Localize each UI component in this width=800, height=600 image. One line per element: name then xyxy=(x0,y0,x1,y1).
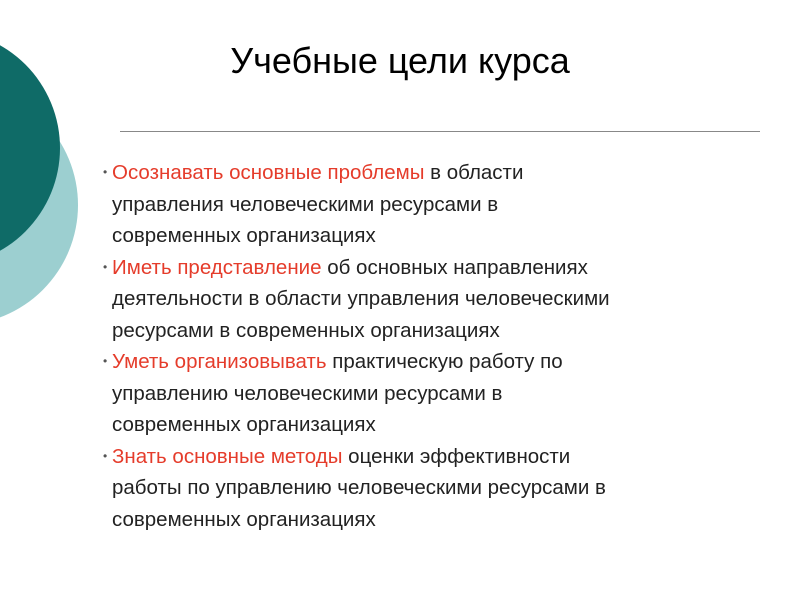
item-highlight: Иметь представление xyxy=(112,255,322,279)
slide-title xyxy=(0,40,800,82)
slide-title-text: Учебные цели курса xyxy=(230,40,570,81)
item-text: практическую работу по xyxy=(332,350,563,373)
item-text: управления человеческими ресурсами в xyxy=(112,192,499,216)
list-item xyxy=(103,157,783,252)
list-item xyxy=(103,346,783,441)
item-text: работы по управлению человеческими ресурсами в xyxy=(112,476,606,499)
list-item xyxy=(103,441,783,536)
item-text: современных организациях xyxy=(112,507,376,531)
item-text: современных организациях xyxy=(112,413,376,436)
item-text: современных организациях xyxy=(112,224,376,247)
item-text: ресурсами в современных организациях xyxy=(112,318,500,342)
item-text: оценки эффективности xyxy=(348,444,571,468)
bullet-icon: • xyxy=(103,448,108,463)
title-divider xyxy=(120,131,760,132)
list-item xyxy=(103,252,783,347)
bullet-icon: • xyxy=(103,165,108,179)
item-text: управлению человеческими ресурсами в xyxy=(112,381,503,405)
goals-list xyxy=(103,157,783,535)
bullet-icon: • xyxy=(103,259,108,274)
item-text: об основных направлениях xyxy=(327,255,588,279)
bullet-icon: • xyxy=(103,354,108,368)
item-text: деятельности в области управления человеческими xyxy=(112,287,610,310)
item-highlight: Осознавать основные проблемы xyxy=(112,161,425,184)
item-text: в области xyxy=(430,161,524,184)
item-highlight: Знать основные методы xyxy=(112,444,343,468)
item-highlight: Уметь организовывать xyxy=(112,350,327,373)
